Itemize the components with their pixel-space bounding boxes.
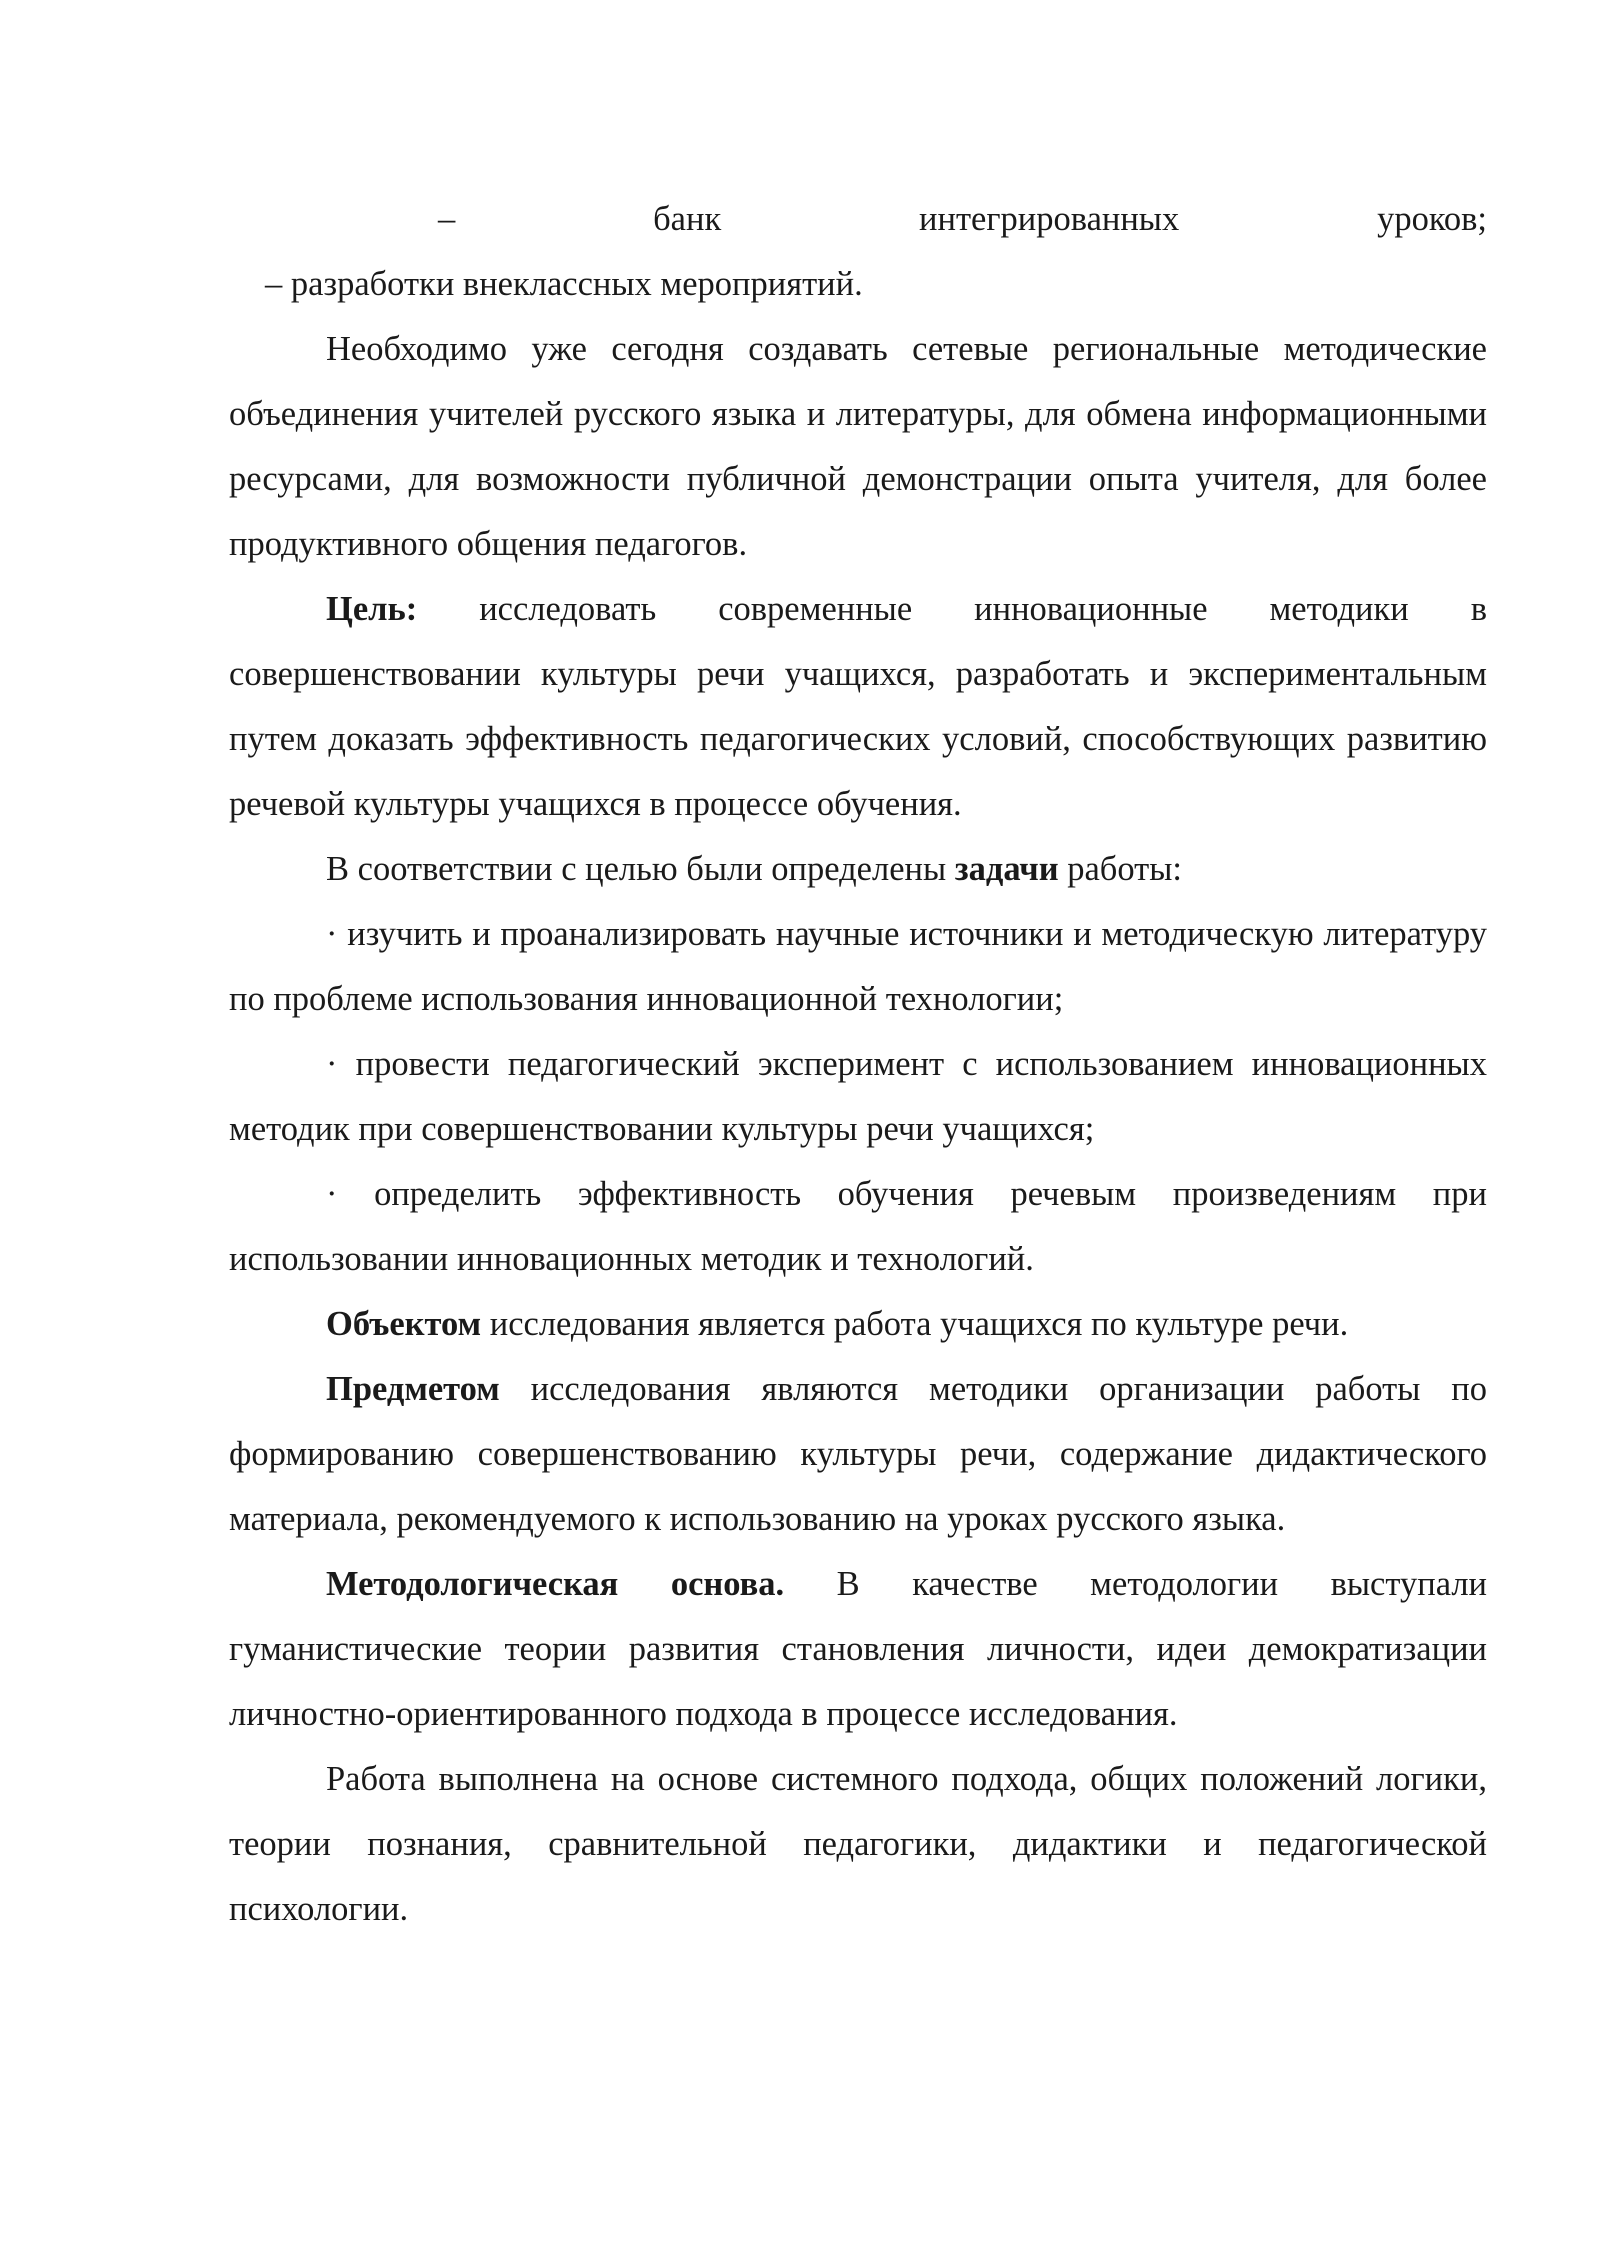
paragraph-goal — [229, 577, 1487, 837]
paragraph-work-basis: Работа выполнена на основе системного подхода, общих положений логики, теории познания, сравнительной педагогики, дидактики и педагогической психологии. — [229, 1760, 1487, 1928]
goal-label: Цель: — [326, 590, 418, 628]
methodology-text: В качестве методологии выступали гуманистические теории развития становления личности, идеи демократизации личностно-ориентированного подхода в процессе исследования. — [229, 1565, 1487, 1733]
tasks-intro-bold: задачи — [954, 850, 1059, 888]
document-body — [229, 187, 1487, 1942]
paragraph-methodology — [229, 1552, 1487, 1747]
list-item-integrated-lessons: – банк интегрированных уроков; — [438, 200, 1487, 238]
paragraph-subject — [229, 1357, 1487, 1552]
methodology-label: Методологическая основа. — [326, 1565, 785, 1603]
task-item-1: · изучить и проанализировать научные источники и методическую литературу по проблеме использования инновационной технологии; — [229, 915, 1487, 1018]
tasks-intro-before: В соответствии с целью были определены — [326, 850, 955, 888]
subject-label: Предметом — [326, 1370, 500, 1408]
goal-text: исследовать современные инновационные методики в совершенствовании культуры речи учащихся, разработать и экспериментальным путем доказать эффективность педагогических условий, способствующих развитию речевой культуры учащихся в процессе обучения. — [229, 590, 1487, 823]
paragraph-network: Необходимо уже сегодня создавать сетевые региональные методические объединения учителей русского языка и литературы, для обмена информационными ресурсами, для возможности публичной демонстрации опыта учителя, для более продуктивного общения педагогов. — [229, 330, 1487, 563]
subject-text: исследования являются методики организации работы по формированию совершенствованию культуры речи, содержание дидактического материала, рекомендуемого к использованию на уроках русского языка. — [229, 1370, 1487, 1538]
task-item-3: · определить эффективность обучения речевым произведениям при использовании инновационных методик и технологий. — [229, 1175, 1487, 1278]
paragraph-tasks-intro — [229, 837, 1487, 902]
list-item-extracurricular: – разработки внеклассных мероприятий. — [265, 265, 863, 303]
task-item-2: · провести педагогический эксперимент с использованием инновационных методик при совершенствовании культуры речи учащихся; — [229, 1045, 1487, 1148]
object-label: Объектом — [326, 1305, 482, 1343]
tasks-intro-after: работы: — [1058, 850, 1182, 888]
object-text: исследования является работа учащихся по культуре речи. — [481, 1305, 1349, 1343]
paragraph-object — [229, 1292, 1487, 1357]
